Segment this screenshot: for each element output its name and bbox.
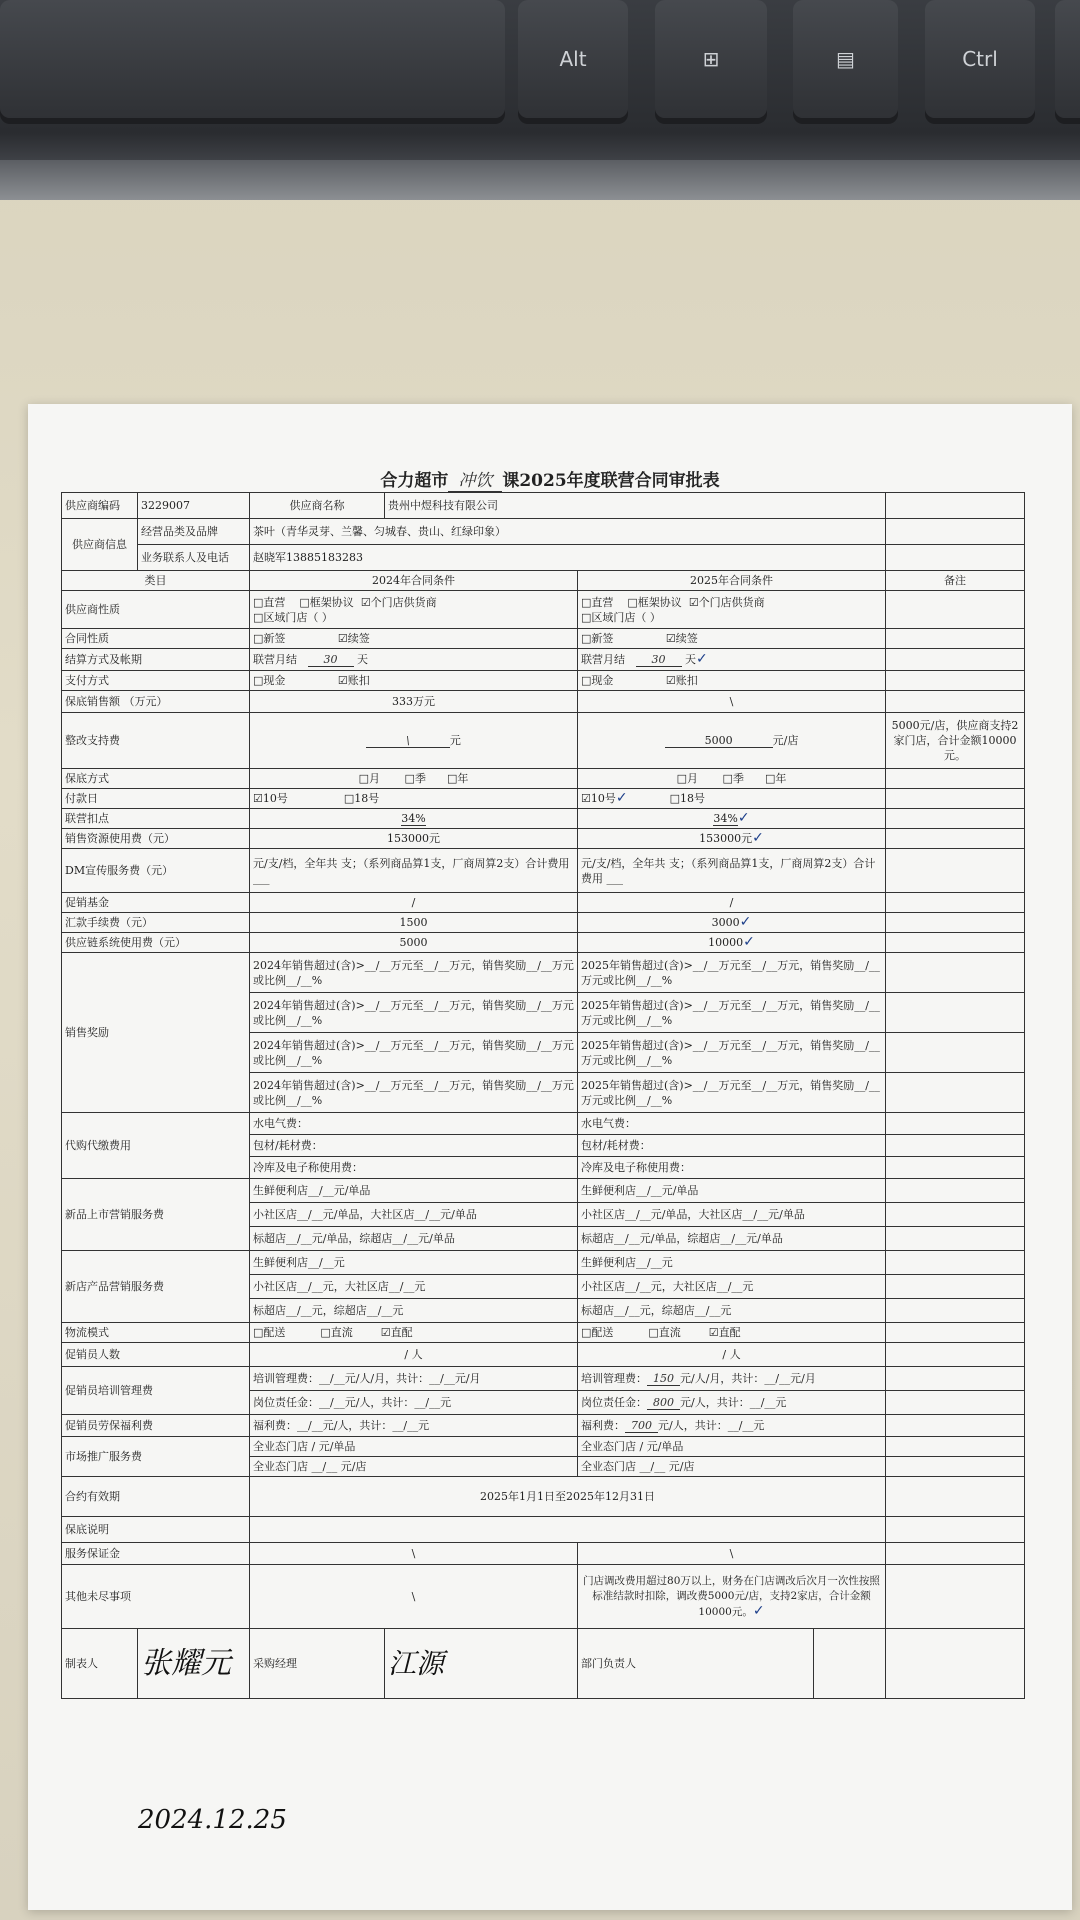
deposit-2025: \: [578, 1543, 886, 1565]
table-row: [62, 649, 1025, 671]
opt: □18号: [343, 792, 380, 805]
table-row: [62, 913, 1025, 933]
table-row: [62, 1323, 1025, 1343]
rate-2025: [578, 809, 886, 829]
contact-value: 赵晓军13885183283: [250, 545, 886, 571]
agent-2024-line: 冷库及电子称使用费：: [250, 1157, 578, 1179]
opt: □直流: [320, 1326, 353, 1339]
agent-2024-line: 包材/耗材费：: [250, 1135, 578, 1157]
resource-label: 销售资源使用费（元）: [62, 829, 250, 849]
nature-label: 供应商性质: [62, 591, 250, 629]
unit: 元/店: [772, 734, 799, 747]
menu-key-icon: ▤: [793, 0, 898, 118]
train-deposit-rest: 元/人，共计：__/__元: [680, 1396, 787, 1409]
other-2025-text: 门店调改费用超过80万以上，财务在门店调改后次月一次性按照标准结款时扣除，调改费5000元/店，支持2家店，合计金额10000元。: [583, 1574, 880, 1618]
table-row: [62, 1415, 1025, 1437]
check-mark-icon: ✓: [752, 830, 764, 846]
nature-2025: [578, 591, 886, 629]
table-row: [62, 829, 1025, 849]
windows-key-icon: ⊞: [655, 0, 767, 118]
payday-label: 付款日: [62, 789, 250, 809]
agent-label: 代购代缴费用: [62, 1113, 250, 1179]
maker-label: 制表人: [62, 1629, 138, 1699]
opt: □季: [722, 772, 744, 785]
contract-2025: [578, 629, 886, 649]
rate-value: 34%: [713, 812, 738, 825]
remit-value: 3000: [711, 916, 740, 929]
promo-label: 促销基金: [62, 893, 250, 913]
promo-2024: /: [250, 893, 578, 913]
market-2025-line: 全业态门店 __/__ 元/店: [578, 1457, 886, 1477]
newprod-2024-line: 标超店__/__元/单品，综超店__/__元/单品: [250, 1227, 578, 1251]
table-row: [62, 545, 1025, 571]
newprod-label: 新品上市营销服务费: [62, 1179, 250, 1251]
check-mark-icon: ✓: [737, 810, 750, 826]
train-deposit-text: 岗位责任金：: [581, 1396, 647, 1409]
table-row: [62, 933, 1025, 953]
dm-2025: 元/支/档，全年共 支；（系列商品算1支，厂商周算2支）合计费用 ___: [578, 849, 886, 893]
train-label: 促销员培训管理费: [62, 1367, 250, 1415]
opt: ☑续签: [665, 632, 698, 645]
market-label: 市场推广服务费: [62, 1437, 250, 1477]
rate-2024: [250, 809, 578, 829]
remit-label: 汇款手续费（元）: [62, 913, 250, 933]
resource-value: 153000元: [699, 832, 753, 845]
staff-label: 促销员人数: [62, 1343, 250, 1367]
reward-2025-tier: 2025年销售超过(含)>__/__万元至__/__万元，销售奖励__/__万元或比例__/__%: [578, 953, 886, 993]
market-2025-line: 全业态门店 / 元/单品: [578, 1437, 886, 1457]
minmode-2025: [578, 769, 886, 789]
remit-2025: [578, 913, 886, 933]
logistics-label: 物流模式: [62, 1323, 250, 1343]
newstore-2025-line: 标超店__/__元，综超店__/__元: [578, 1299, 886, 1323]
header-note: 备注: [886, 571, 1025, 591]
alt-key: Alt: [518, 0, 628, 118]
reward-2024-tier: 2024年销售超过(含)>__/__万元至__/__万元，销售奖励__/__万元或比例__/__%: [250, 1073, 578, 1113]
table-row: [62, 1565, 1025, 1629]
resource-2025: [578, 829, 886, 849]
signature-row: [62, 1629, 1025, 1699]
newstore-2025-line: 小社区店__/__元，大社区店__/__元: [578, 1275, 886, 1299]
opt: □框架协议: [299, 595, 354, 609]
opt: □现金: [581, 674, 614, 687]
table-row: [62, 1251, 1025, 1275]
newstore-2024-line: 标超店__/__元，综超店__/__元: [250, 1299, 578, 1323]
rate-label: 联营扣点: [62, 809, 250, 829]
other-2025: [578, 1565, 886, 1629]
contact-label: 业务联系人及电话: [138, 545, 250, 571]
table-row: [62, 893, 1025, 913]
deposit-label: 服务保证金: [62, 1543, 250, 1565]
welfare-2024: 福利费：__/__元/人，共计：__/__元: [250, 1415, 578, 1437]
table-row: [62, 1477, 1025, 1517]
opt: ☑10号: [581, 792, 616, 805]
payday-2025: [578, 789, 886, 809]
table-row: [62, 1113, 1025, 1135]
opt: □18号: [669, 792, 705, 805]
check-mark-icon: ✓: [739, 914, 752, 930]
table-row: [62, 769, 1025, 789]
opt: □配送: [253, 1326, 286, 1339]
settle-days: 30: [636, 653, 682, 667]
contract-label: 合同性质: [62, 629, 250, 649]
opt: □年: [446, 772, 469, 785]
reform-note: 5000元/店，供应商支持2家门店，合计金额10000元。: [886, 713, 1025, 769]
opt: □直营: [581, 595, 614, 609]
reform-value: \: [366, 734, 450, 748]
dm-2024: 元/支/档，全年共 支；（系列商品算1支，厂商周算2支）合计费用 ___: [250, 849, 578, 893]
newprod-2024-line: 生鲜便利店__/__元/单品: [250, 1179, 578, 1203]
chain-2024: 5000: [250, 933, 578, 953]
reward-2024-tier: 2024年销售超过(含)>__/__万元至__/__万元，销售奖励__/__万元或比例__/__%: [250, 993, 578, 1033]
settle-label: 结算方式及帐期: [62, 649, 250, 671]
newprod-2025-line: 生鲜便利店__/__元/单品: [578, 1179, 886, 1203]
train-fee-rest: 元/人/月，共计：__/__元/月: [680, 1372, 816, 1385]
supplier-code-label: 供应商编码: [62, 493, 138, 519]
other-2024: \: [250, 1565, 578, 1629]
check-mark-icon: ✓: [696, 651, 708, 667]
opt: □直流: [648, 1326, 681, 1339]
reward-label: 销售奖励: [62, 953, 250, 1113]
promo-2025: /: [578, 893, 886, 913]
supplier-info-label: 供应商信息: [62, 519, 138, 571]
opt: □现金: [253, 674, 286, 687]
newstore-2025-line: 生鲜便利店__/__元: [578, 1251, 886, 1275]
opt: ☑账扣: [337, 674, 370, 687]
space-key: [0, 0, 505, 118]
opt: □配送: [581, 1326, 614, 1339]
settle-2024: [250, 649, 578, 671]
chain-value: 10000: [708, 936, 744, 949]
approval-form-paper: [28, 404, 1072, 1910]
handwritten-date: 2024.12.25: [138, 1805, 287, 1835]
nature-2024: [250, 591, 578, 629]
arrow-key: [1055, 0, 1080, 118]
opt: □新签: [253, 632, 286, 645]
deposit-2024: \: [250, 1543, 578, 1565]
reform-label: 整改支持费: [62, 713, 250, 769]
opt: ☑个门店供货商: [360, 595, 437, 609]
newprod-2025-line: 小社区店__/__元/单品，大社区店__/__元/单品: [578, 1203, 886, 1227]
table-row: [62, 1367, 1025, 1391]
keyboard: [0, 0, 1080, 190]
opt: □区域门店（ ）: [253, 610, 333, 624]
buyer-label: 采购经理: [250, 1629, 385, 1699]
newprod-2024-line: 小社区店__/__元/单品，大社区店__/__元/单品: [250, 1203, 578, 1227]
table-row: [62, 691, 1025, 713]
form-title: [28, 466, 1072, 491]
ctrl-key: Ctrl: [925, 0, 1035, 118]
agent-2024-line: 水电气费：: [250, 1113, 578, 1135]
opt: ☑10号: [253, 792, 288, 805]
pay-label: 支付方式: [62, 671, 250, 691]
title-category: 冲饮: [448, 471, 502, 492]
chain-label: 供应链系统使用费（元）: [62, 933, 250, 953]
valid-label: 合约有效期: [62, 1477, 250, 1517]
unit: 元: [449, 734, 461, 747]
minsale-2025: \: [578, 691, 886, 713]
table-row: [62, 713, 1025, 769]
buyer-signature: 江源: [385, 1629, 578, 1699]
opt: □年: [764, 772, 787, 785]
train-fee-value: 150: [647, 1372, 680, 1386]
train-2024-deposit: 岗位责任金：__/__元/人，共计：__/__元: [250, 1391, 578, 1415]
newstore-label: 新店产品营销服务费: [62, 1251, 250, 1323]
opt: □季: [404, 772, 426, 785]
unit: 天: [685, 653, 696, 666]
welfare-2025: [578, 1415, 886, 1437]
rate-value: 34%: [401, 812, 426, 825]
agent-2025-line: 水电气费：: [578, 1113, 886, 1135]
table-row: [62, 1517, 1025, 1543]
table-row: [62, 1343, 1025, 1367]
settle-text: 联营月结: [253, 653, 297, 666]
header-2024: 2024年合同条件: [250, 571, 578, 591]
reward-2024-tier: 2024年销售超过(含)>__/__万元至__/__万元，销售奖励__/__万元或比例__/__%: [250, 953, 578, 993]
welfare-label: 促销员劳保福利费: [62, 1415, 250, 1437]
logistics-2025: [578, 1323, 886, 1343]
maker-signature: 张耀元: [138, 1629, 250, 1699]
train-2024-fee: 培训管理费：__/__元/人/月，共计：__/__元/月: [250, 1367, 578, 1391]
settle-days: 30: [308, 653, 354, 667]
valid-value: 2025年1月1日至2025年12月31日: [250, 1477, 886, 1517]
table-row: [62, 809, 1025, 829]
contract-2024: [250, 629, 578, 649]
opt: □框架协议: [627, 595, 682, 609]
opt: □新签: [581, 632, 614, 645]
welfare-text: 福利费：: [581, 1419, 625, 1432]
table-row: [62, 591, 1025, 629]
table-header-row: [62, 571, 1025, 591]
keyboard-base: [0, 160, 1080, 200]
title-rest: 课2025年度联营合同审批表: [502, 471, 720, 491]
unit: 天: [357, 653, 368, 666]
agent-2025-line: 包材/耗材费：: [578, 1135, 886, 1157]
reform-value: 5000: [665, 734, 773, 748]
reward-2025-tier: 2025年销售超过(含)>__/__万元至__/__万元，销售奖励__/__万元或比例__/__%: [578, 1033, 886, 1073]
resource-2024: 153000元: [250, 829, 578, 849]
other-label: 其他未尽事项: [62, 1565, 250, 1629]
table-row: [62, 1179, 1025, 1203]
remit-2024: 1500: [250, 913, 578, 933]
newstore-2024-line: 小社区店__/__元，大社区店__/__元: [250, 1275, 578, 1299]
minmode-label: 保底方式: [62, 769, 250, 789]
train-2025-fee: [578, 1367, 886, 1391]
welfare-value: 700: [625, 1419, 658, 1433]
opt: ☑直配: [380, 1326, 413, 1339]
check-mark-icon: ✓: [615, 790, 628, 806]
market-2024-line: 全业态门店 __/__ 元/店: [250, 1457, 578, 1477]
header-item: 类目: [62, 571, 250, 591]
reform-2024: [250, 713, 578, 769]
brand-value: 茶叶（青华灵芽、兰馨、匀城春、贵山、红绿印象）: [250, 519, 886, 545]
opt: □区域门店（ ）: [581, 610, 661, 624]
header-2025: 2025年合同条件: [578, 571, 886, 591]
opt: ☑个门店供货商: [688, 595, 765, 609]
reward-2024-tier: 2024年销售超过(含)>__/__万元至__/__万元，销售奖励__/__万元或比例__/__%: [250, 1033, 578, 1073]
settle-text: 联营月结: [581, 653, 625, 666]
pay-2025: [578, 671, 886, 691]
table-row: [62, 849, 1025, 893]
pay-2024: [250, 671, 578, 691]
opt: ☑直配: [708, 1326, 741, 1339]
logistics-2024: [250, 1323, 578, 1343]
brand-label: 经营品类及品牌: [138, 519, 250, 545]
table-row: [62, 493, 1025, 519]
chain-2025: [578, 933, 886, 953]
minmode-2024: [250, 769, 578, 789]
reward-2025-tier: 2025年销售超过(含)>__/__万元至__/__万元，销售奖励__/__万元或比例__/__%: [578, 1073, 886, 1113]
table-row: [62, 789, 1025, 809]
opt: □月: [676, 772, 699, 785]
supplier-code: 3229007: [138, 493, 250, 519]
supplier-name: 贵州中煜科技有限公司: [385, 493, 886, 519]
dept-head-label: 部门负责人: [578, 1629, 814, 1699]
reform-2025: [578, 713, 886, 769]
agent-2025-line: 冷库及电子称使用费：: [578, 1157, 886, 1179]
market-2024-line: 全业态门店 / 元/单品: [250, 1437, 578, 1457]
table-row: [62, 519, 1025, 545]
table-row: [62, 953, 1025, 993]
opt: ☑续签: [337, 632, 370, 645]
minexp-label: 保底说明: [62, 1517, 250, 1543]
table-row: [62, 1437, 1025, 1457]
minsale-2024: 333万元: [250, 691, 578, 713]
table-row: [62, 671, 1025, 691]
opt: □直营: [253, 595, 286, 609]
staff-2024: / 人: [250, 1343, 578, 1367]
check-mark-icon: ✓: [752, 1602, 765, 1619]
train-fee-text: 培训管理费：: [581, 1372, 647, 1385]
opt: □月: [358, 772, 381, 785]
welfare-rest: 元/人，共计：__/__元: [658, 1419, 765, 1432]
reward-2025-tier: 2025年销售超过(含)>__/__万元至__/__万元，销售奖励__/__万元或比例__/__%: [578, 993, 886, 1033]
check-mark-icon: ✓: [743, 934, 755, 950]
opt: ☑账扣: [665, 674, 698, 687]
approval-table: [61, 492, 1025, 1699]
minsale-label: 保底销售额 （万元）: [62, 691, 250, 713]
staff-2025: / 人: [578, 1343, 886, 1367]
newstore-2024-line: 生鲜便利店__/__元: [250, 1251, 578, 1275]
table-row: [62, 1543, 1025, 1565]
newprod-2025-line: 标超店__/__元/单品，综超店__/__元/单品: [578, 1227, 886, 1251]
settle-2025: [578, 649, 886, 671]
dm-label: DM宣传服务费（元）: [62, 849, 250, 893]
title-store: 合力超市: [380, 471, 449, 491]
train-2025-deposit: [578, 1391, 886, 1415]
table-row: [62, 629, 1025, 649]
supplier-name-label: 供应商名称: [250, 493, 385, 519]
train-deposit-value: 800: [647, 1396, 680, 1410]
payday-2024: [250, 789, 578, 809]
